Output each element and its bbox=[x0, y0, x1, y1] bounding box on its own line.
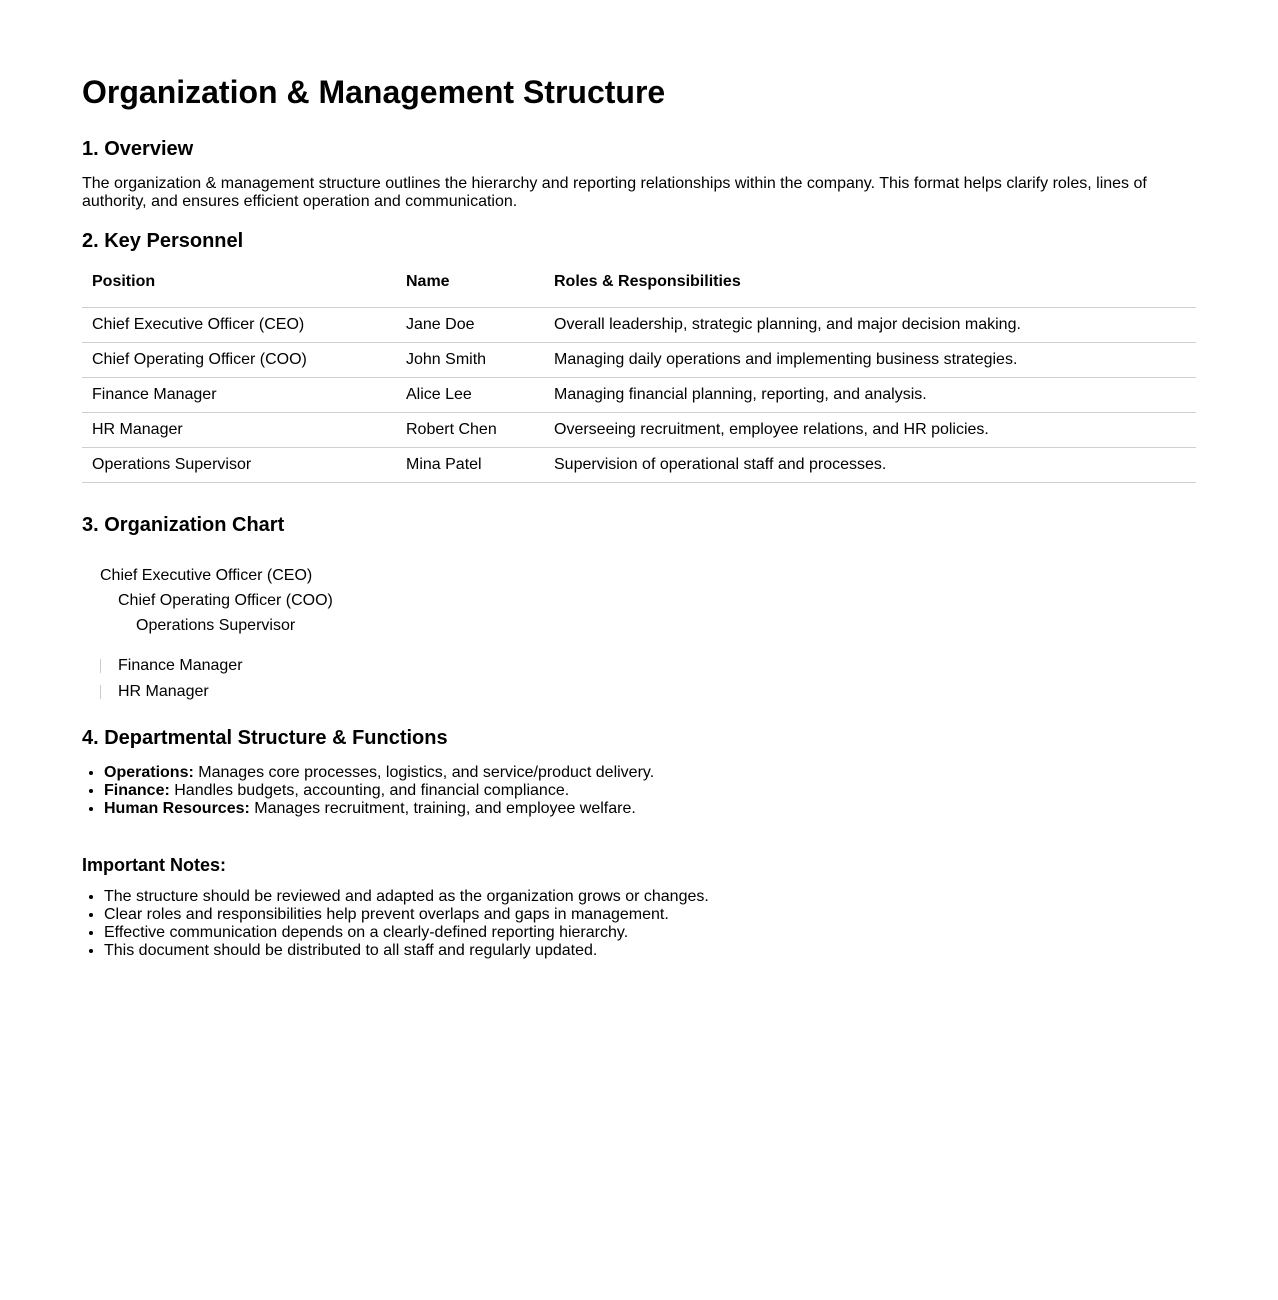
key-personnel-heading: 2. Key Personnel bbox=[82, 230, 244, 252]
column-header-position: Position bbox=[82, 272, 396, 308]
department-description: Handles budgets, accounting, and financial compliance. bbox=[169, 782, 570, 799]
page-title: Organization & Management Structure bbox=[82, 74, 666, 110]
org-node-finance-manager: Finance Manager bbox=[118, 657, 243, 674]
important-notes-heading: Important Notes: bbox=[82, 855, 226, 875]
overview-text: The organization & management structure outlines the hierarchy and reporting relationships within the company. This format helps clarify roles, lines of authority, and ensures efficient operation and communication. bbox=[82, 175, 1147, 210]
list-item: • This document should be distributed to all staff and regularly updated. bbox=[104, 942, 1196, 960]
cell-position: Finance Manager bbox=[82, 378, 396, 413]
cell-position: Operations Supervisor bbox=[82, 448, 396, 483]
cell-position: Chief Executive Officer (CEO) bbox=[82, 308, 396, 343]
org-connector-line bbox=[100, 685, 101, 699]
cell-roles: Managing daily operations and implementing business strategies. bbox=[544, 343, 1196, 378]
table-header-row bbox=[82, 272, 1196, 308]
cell-position: HR Manager bbox=[82, 413, 396, 448]
table-row bbox=[82, 413, 1196, 448]
notes-list bbox=[82, 888, 1196, 960]
org-node-ceo: Chief Executive Officer (CEO) bbox=[100, 567, 313, 584]
overview-heading: 1. Overview bbox=[82, 138, 194, 160]
cell-name: Alice Lee bbox=[396, 378, 544, 413]
list-item: • Effective communication depends on a clearly-defined reporting hierarchy. bbox=[104, 924, 1196, 942]
column-header-roles: Roles & Responsibilities bbox=[544, 272, 1196, 308]
org-node-coo: Chief Operating Officer (COO) bbox=[118, 592, 333, 609]
table-row bbox=[82, 308, 1196, 343]
org-chart bbox=[82, 539, 1196, 724]
table-row bbox=[82, 448, 1196, 483]
personnel-table bbox=[82, 272, 1196, 483]
cell-name: Robert Chen bbox=[396, 413, 544, 448]
list-item bbox=[104, 764, 1196, 782]
cell-roles: Managing financial planning, reporting, and analysis. bbox=[544, 378, 1196, 413]
column-header-name: Name bbox=[396, 272, 544, 308]
list-item bbox=[104, 782, 1196, 800]
org-node-operations-supervisor: Operations Supervisor bbox=[136, 617, 296, 634]
departments-list bbox=[82, 764, 1196, 818]
org-node-hr-manager: HR Manager bbox=[118, 683, 209, 700]
cell-roles: Supervision of operational staff and processes. bbox=[544, 448, 1196, 483]
department-label: Human Resources: bbox=[104, 800, 250, 817]
table-row bbox=[82, 343, 1196, 378]
departments-heading: 4. Departmental Structure & Functions bbox=[82, 727, 448, 749]
org-connector-line bbox=[100, 659, 101, 673]
table-row bbox=[82, 378, 1196, 413]
list-item bbox=[104, 800, 1196, 818]
department-label: Operations: bbox=[104, 764, 194, 781]
cell-roles: Overall leadership, strategic planning, and major decision making. bbox=[544, 308, 1196, 343]
list-item: • The structure should be reviewed and adapted as the organization grows or changes. bbox=[104, 888, 1196, 906]
department-description: Manages recruitment, training, and employee welfare. bbox=[249, 800, 636, 817]
list-item: • Clear roles and responsibilities help prevent overlaps and gaps in management. bbox=[104, 906, 1196, 924]
cell-name: Jane Doe bbox=[396, 308, 544, 343]
department-label: Finance: bbox=[104, 782, 170, 799]
org-chart-heading: 3. Organization Chart bbox=[82, 514, 285, 536]
department-description: Manages core processes, logistics, and service/product delivery. bbox=[193, 764, 655, 781]
cell-name: Mina Patel bbox=[396, 448, 544, 483]
cell-roles: Overseeing recruitment, employee relations, and HR policies. bbox=[544, 413, 1196, 448]
cell-position: Chief Operating Officer (COO) bbox=[82, 343, 396, 378]
cell-name: John Smith bbox=[396, 343, 544, 378]
